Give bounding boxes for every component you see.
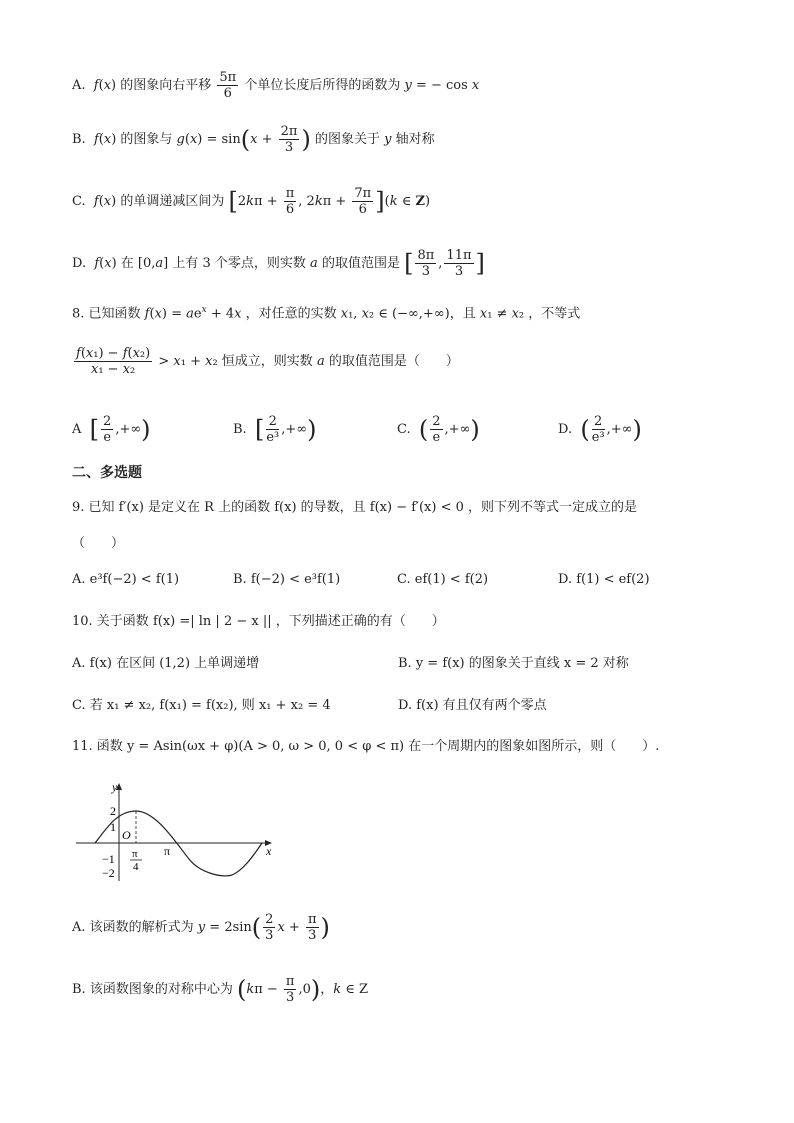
sine-graph — [72, 775, 292, 885]
q8-option-b: B. [ $\frac{2}{\text{e³}}$ ,+∞) — [233, 414, 317, 445]
tick-pi: π — [164, 844, 171, 858]
q9-option-b: B. f(−2) < e³f(1) — [233, 572, 341, 587]
q9-stem: 9. 已知 f′(x) 是定义在 R 上的函数 f(x) 的导数，且 f(x) − f′(x) < 0 ，则下列不等式一定成立的是 — [72, 500, 638, 515]
q8-option-d: D. ( $\frac{2}{\text{e³}}$ ,+∞) — [558, 414, 642, 445]
y-axis-label: y — [112, 780, 118, 794]
tick-m1: −1 — [102, 852, 115, 866]
tick-1: 1 — [110, 820, 116, 834]
tick-pi4-den: 4 — [133, 861, 139, 873]
section-title: 二、多选题 — [72, 465, 142, 481]
q10-option-d: D. f(x) 有且仅有两个零点 — [398, 698, 547, 713]
q10-stem: 10. 关于函数 f(x) =| ln | 2 − x || ，下列描述正确的有（ ） — [72, 614, 445, 629]
q9-option-c: C. ef(1) < f(2) — [397, 572, 489, 587]
q11-stem: 11. 函数 y = Asin(ωx + φ)(A > 0, ω > 0, 0 < φ < π) 在一个周期内的图象如图所示，则（ ）. — [72, 739, 660, 754]
q7-option-c: C. f(x) 的单调递减区间为 [2kπ + $\frac{\pi}{6}$ , 2kπ + $\frac{7\pi}{6}$ ](k ∈ Z) — [72, 186, 431, 217]
q9-option-d: D. f(1) < ef(2) — [558, 572, 650, 587]
q7-option-d: D. f(x) 在 [0,a] 上有 3 个零点，则实数 a 的取值范围是 [ $\frac{8\pi}{3}$ , $\frac{11\pi}{3}$ ] — [72, 248, 485, 279]
q11-option-a: A. 该函数的解析式为 y = 2sin( $\frac{2}{3}$ x + $\frac{\pi}{3}$ ) — [72, 912, 330, 943]
tick-pi4-num: π — [132, 848, 138, 860]
origin-label: O — [122, 828, 131, 842]
q11-option-b: B. 该函数图象的对称中心为 (kπ − $\frac{\pi}{3}$ ,0)，k ∈ Z — [72, 974, 369, 1005]
x-axis-label: x — [266, 844, 272, 858]
q8-option-c: C. ( $\frac{2}{e}$ ,+∞) — [397, 414, 480, 445]
q10-option-b: B. y = f(x) 的图象关于直线 x = 2 对称 — [398, 656, 629, 671]
q8-stem-2: $\frac{\text{f(x₁) − f(x₂)}}{\text{x₁ − x₂}}$ > x₁ + x₂ 恒成立，则实数 a 的取值范围是（ ） — [76, 346, 459, 377]
tick-2: 2 — [110, 804, 116, 818]
q10-option-c: C. 若 x₁ ≠ x₂, f(x₁) = f(x₂), 则 x₁ + x₂ = 4 — [72, 698, 331, 713]
q9-paren: （ ） — [72, 536, 125, 551]
q8-option-a: A [ $\frac{2}{e}$ ,+∞) — [72, 414, 151, 445]
q10-option-a: A. f(x) 在区间 (1,2) 上单调递增 — [72, 656, 260, 671]
q9-option-a: A. e³f(−2) < f(1) — [72, 572, 180, 587]
q8-stem: 8. 已知函数 $f(x) = ae^x + 4x$ ，对任意的实数 x₁, x₂ ∈ (−∞,+∞)，且 x₁ ≠ x₂ ，不等式 — [72, 305, 581, 322]
tick-m2: −2 — [102, 866, 115, 880]
q7-option-b: B. f(x) 的图象与 g(x) = sin(x + $\frac{2\pi}{3}$ ) 的图象关于 y 轴对称 — [72, 124, 435, 155]
q7-option-a: A. f(x) 的图象向右平移 $\frac{5\pi}{6}$ 个单位长度后所得的函数为 y = − cos x — [72, 70, 480, 101]
